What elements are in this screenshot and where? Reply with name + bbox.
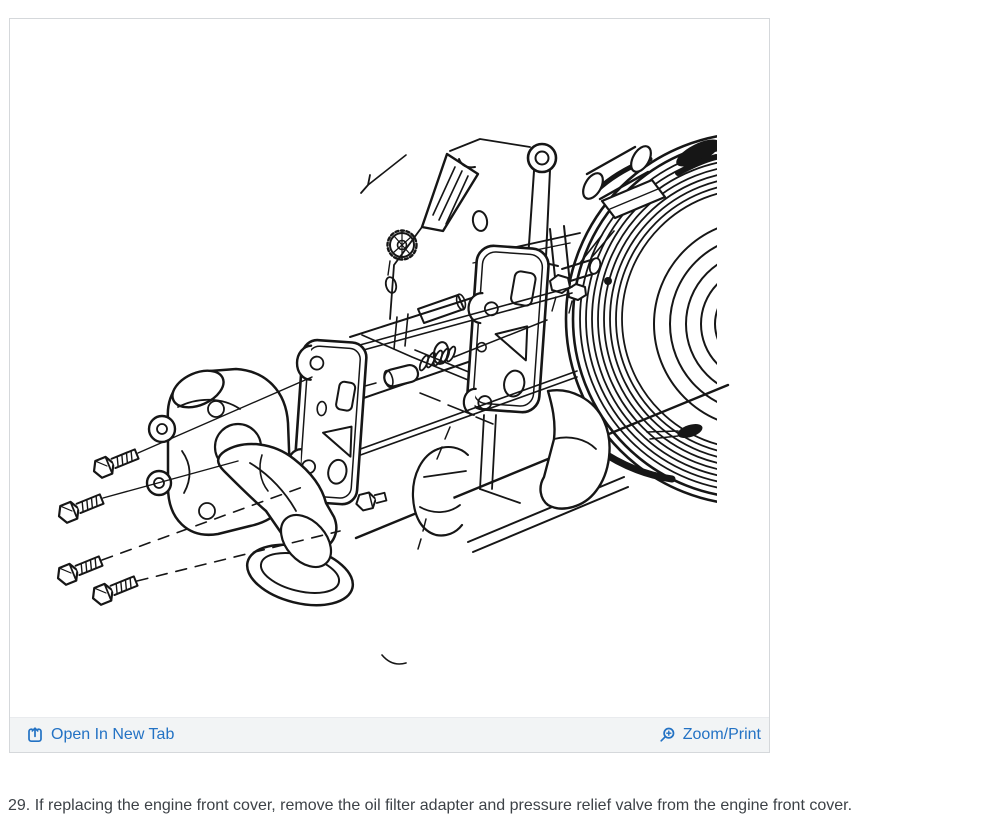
- open-in-new-tab-link[interactable]: [26, 726, 174, 744]
- parts-diagram-viewer: [9, 18, 770, 753]
- instruction-step-text: 29. If replacing the engine front cover, remove the oil filter adapter and pressure relief valve from the engine front cover.: [8, 797, 853, 814]
- zoom-print-link[interactable]: [659, 727, 761, 744]
- magnifier-plus-icon: [659, 727, 676, 744]
- open-in-new-tab-icon: [26, 726, 44, 744]
- zoom-print-label: Zoom/Print: [682, 726, 761, 743]
- viewer-footer: [10, 717, 769, 752]
- open-in-new-tab-label: Open In New Tab: [51, 726, 175, 743]
- diagram-image-area: [10, 19, 769, 717]
- engine-diagram-image: [10, 19, 769, 717]
